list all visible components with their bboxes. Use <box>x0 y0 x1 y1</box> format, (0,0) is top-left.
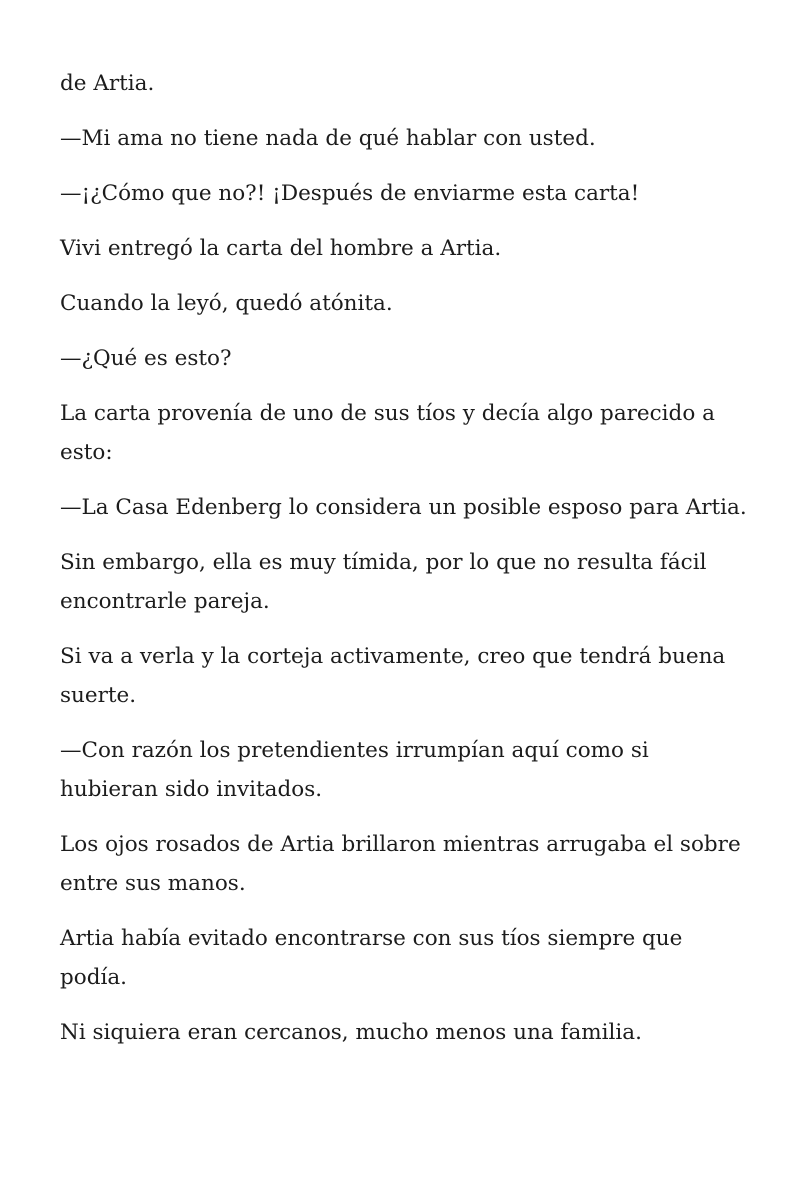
paragraph: Cuando la leyó, quedó atónita. <box>60 291 393 316</box>
document-text <box>60 64 750 1068</box>
paragraph: Artia había evitado encontrarse con sus tíos siempre que podía. <box>60 926 683 990</box>
paragraph: —Mi ama no tiene nada de qué hablar con usted. <box>60 126 596 151</box>
paragraph: —¿Qué es esto? <box>60 346 232 371</box>
paragraph: Vivi entregó la carta del hombre a Artia. <box>60 236 502 261</box>
paragraph: —¡¿Cómo que no?! ¡Después de enviarme esta carta! <box>60 181 640 206</box>
paragraph: —La Casa Edenberg lo considera un posible esposo para Artia. <box>60 495 747 520</box>
paragraph: La carta provenía de uno de sus tíos y decía algo parecido a esto: <box>60 401 715 465</box>
paragraph: de Artia. <box>60 71 155 96</box>
paragraph: Sin embargo, ella es muy tímida, por lo que no resulta fácil encontrarle pareja. <box>60 550 707 614</box>
paragraph: Los ojos rosados de Artia brillaron mientras arrugaba el sobre entre sus manos. <box>60 832 741 896</box>
paragraph: Ni siquiera eran cercanos, mucho menos una familia. <box>60 1020 642 1045</box>
paragraph: —Con razón los pretendientes irrumpían aquí como si hubieran sido invitados. <box>60 738 649 802</box>
paragraph: Si va a verla y la corteja activamente, creo que tendrá buena suerte. <box>60 644 726 708</box>
